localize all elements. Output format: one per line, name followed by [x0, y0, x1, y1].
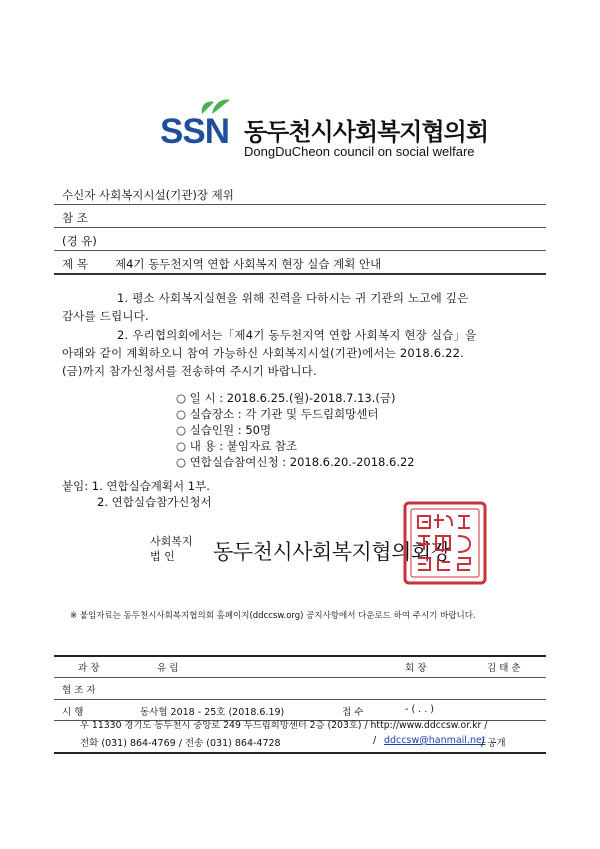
divider: [54, 655, 546, 657]
footer-address: 우 11330 경기도 동두천시 중앙로 249 두드림희망센터 2층 (203호) / http://www.ddccsw.or.kr /: [80, 720, 488, 731]
via-line: (경 유): [62, 234, 97, 248]
footer-receipt-value: - ( . . ): [405, 704, 434, 715]
detail-item: ○ 연합실습참여신청 : 2018.6.20.-2018.6.22: [176, 455, 415, 469]
paragraph-2-line-3: (금)까지 참가신청서를 전송하여 주시기 바랍니다.: [62, 364, 317, 378]
detail-item: ○ 실습인원 : 50명: [176, 423, 272, 437]
footer-separator: /: [373, 735, 377, 746]
organization-logo: [160, 100, 489, 162]
detail-item: ○ 내 용 : 붙임자료 참조: [176, 439, 298, 453]
footer-enforcement-label: 시 행: [62, 707, 84, 718]
divider: [54, 699, 546, 700]
paragraph-2-line-1: 2. 우리협의회에서는「제4기 동두천지역 연합 사회복지 현장 실습」을: [117, 328, 477, 342]
footer-email-link[interactable]: ddccsw@hanmail.net: [384, 735, 486, 746]
divider: [54, 227, 546, 228]
footer-role-label: 과 장: [78, 663, 100, 674]
attachment-line-1: 붙임: 1. 연합실습계획서 1부.: [62, 479, 210, 493]
divider: [54, 250, 546, 251]
org-name-korean: 동두천시사회복지협의회: [244, 118, 489, 146]
detail-item: ○ 일 시 : 2018.6.25.(월)-2018.7.13.(금): [176, 391, 396, 405]
footer-document-number: 동사협 2018 - 25호 (2018.6.19): [140, 707, 285, 718]
divider: [54, 752, 546, 754]
reference-line: 참 조: [62, 211, 88, 225]
footer-role-name: 김 태 춘: [487, 663, 521, 674]
divider: [54, 204, 546, 205]
paragraph-1-line-2: 감사를 드립니다.: [62, 309, 149, 323]
subject-text: 제4기 동두천지역 연합 사회복지 현장 실습 계획 안내: [115, 257, 382, 271]
subject-label: 제 목: [62, 257, 88, 271]
detail-item: ○ 실습장소 : 각 기관 및 두드림희망센터: [176, 407, 379, 421]
footer-role-label: 회 장: [405, 663, 427, 674]
footer-receipt-label: 접 수: [342, 707, 364, 718]
official-seal: [402, 500, 488, 586]
download-notice: ※ 붙임자료는 동두천시사회복지협의회 홈페이지(ddccsw.org) 공지사항에서 다운로드 하여 주시기 바랍니다.: [70, 611, 476, 621]
logo-mark: SSN: [160, 112, 229, 151]
paragraph-1-line-1: 1. 평소 사회복지실현을 위해 진력을 다하시는 귀 기관의 노고에 깊은: [117, 291, 469, 305]
corp-type-line-1: 사회복지: [150, 535, 193, 548]
footer-public-status: / 공개: [481, 738, 506, 749]
paragraph-2-line-2: 아래와 같이 계획하오니 참여 가능하신 사회복지시설(기관)에서는 2018.6.22.: [62, 346, 465, 360]
footer-role-name: 유 림: [157, 663, 179, 674]
attachment-line-2: 2. 연합실습참가신청서: [97, 495, 212, 509]
org-name-english: DongDuCheon council on social welfare: [244, 144, 475, 159]
divider: [54, 273, 546, 275]
divider: [54, 677, 546, 678]
recipient-line: 수신자 사회복지시설(기관)장 제위: [62, 188, 234, 202]
footer-cooperator-label: 협 조 자: [62, 685, 96, 696]
signatory-name: 동두천시사회복지협의회장: [213, 540, 451, 564]
footer-phone-fax: 전화 (031) 864-4769 / 전송 (031) 864-4728: [80, 738, 281, 749]
corp-type-line-2: 법 인: [150, 550, 175, 563]
